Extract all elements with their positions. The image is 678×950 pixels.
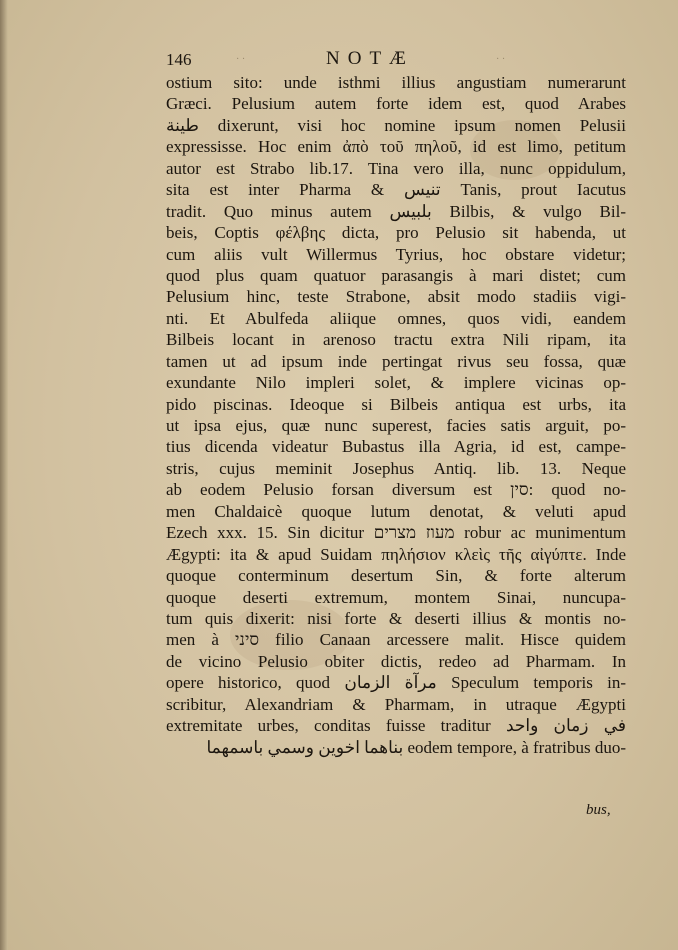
page-number: 146 bbox=[166, 50, 192, 69]
text-line: Ægypti: ita & apud Suidam πηλήσιον κλεὶς τῆς αἰγύπτε. Inde bbox=[166, 544, 626, 564]
text-line: nti. Et Abulfeda aliique omnes, quos vidi, eandem bbox=[166, 308, 626, 328]
text-line: Bilbeis locant in arenoso tractu extra Nili ripam, ita bbox=[166, 330, 626, 350]
text-line: sita est inter Pharma & تنيس Tanis, prout Iacutus bbox=[166, 180, 626, 200]
header-ornament: · · bbox=[236, 54, 246, 65]
text-line: بناهما اخوين وسمي باسمهما eodem tempore, à fratribus duo- bbox=[206, 737, 626, 757]
text-line: Græci. Pelusium autem forte idem est, quod Arabes bbox=[166, 94, 626, 114]
text-line: expressisse. Hoc enim ἀπὸ τοῦ πηλοῦ, id est limo, petitum bbox=[166, 137, 626, 157]
header-ornament: · · bbox=[496, 54, 506, 65]
text-line: ut ipsa ejus, quæ nunc superest, facies satis arguit, po- bbox=[166, 416, 626, 435]
page-header bbox=[166, 50, 626, 72]
text-line: tradit. Quo minus autem بلبيس Bilbis, & vulgo Bil- bbox=[166, 201, 626, 221]
text-line: quoque deserti extremum, montem Sinai, nuncupa- bbox=[166, 587, 626, 607]
text-line: cum aliis vult Willermus Tyrius, hoc obstare videtur; bbox=[166, 244, 626, 264]
text-line: scribitur, Alexandriam & Pharmam, in utraque Ægypti bbox=[166, 694, 626, 714]
text-line: opere historico, quod مرآة الزمان Speculum temporis in- bbox=[166, 673, 627, 693]
text-line: Pelusium hinc, teste Strabone, absit modo stadiis vigi- bbox=[166, 287, 626, 307]
text-line: طينة dixerunt, visi hoc nomine ipsum nomen Pelusii bbox=[166, 115, 626, 135]
catchword: bus, bbox=[586, 802, 611, 818]
text-line: autor est Strabo lib.17. Tina vero illa, nunc oppidulum, bbox=[166, 158, 626, 178]
text-line: pido piscinas. Ideoque si Bilbeis antiqua est urbs, ita bbox=[166, 394, 626, 414]
text-line: exundante Nilo impleri solet, & implere vicinas op- bbox=[166, 373, 626, 393]
text-line: tum quis dixerit: nisi forte & deserti illius & montis no- bbox=[166, 608, 626, 628]
text-line: Ezech xxx. 15. Sin dicitur מעוז מצרים robur ac munimentum bbox=[166, 523, 627, 543]
text-line: ab eodem Pelusio forsan diversum est סין: quod no- bbox=[166, 480, 626, 500]
text-line: quod plus quam quatuor parasangis à mari distet; cum bbox=[166, 265, 626, 285]
text-line: quoque conterminum desertum Sin, & forte alterum bbox=[166, 566, 626, 586]
running-head: NOTÆ bbox=[326, 48, 414, 69]
text-line: ostium sito: unde isthmi illius angustiam numerarunt bbox=[166, 73, 626, 92]
text-line: beis, Coptis φέλβης dicta, pro Pelusio sit habenda, ut bbox=[166, 223, 626, 243]
text-line: stris, cujus meminit Josephus Antiq. lib. 13. Neque bbox=[166, 458, 626, 478]
text-line: tius dicenda videatur Bubastus illa Agria, id est, campe- bbox=[166, 437, 626, 457]
text-line: extremitate urbes, conditas fuisse traditur في زمان واحد bbox=[166, 716, 626, 736]
text-line: tamen ut ad ipsum inde pertingat rivus seu fossa, quæ bbox=[166, 351, 626, 371]
text-line: men à סיני filio Canaan arcessere malit. Hisce quidem bbox=[166, 630, 626, 650]
text-line: men Chaldaicè quoque lutum denotat, & veluti apud bbox=[166, 501, 626, 521]
page-edge-shadow bbox=[0, 0, 8, 950]
text-line: de vicino Pelusio obiter dictis, redeo ad Pharmam. In bbox=[166, 651, 626, 671]
body-text bbox=[166, 72, 626, 758]
